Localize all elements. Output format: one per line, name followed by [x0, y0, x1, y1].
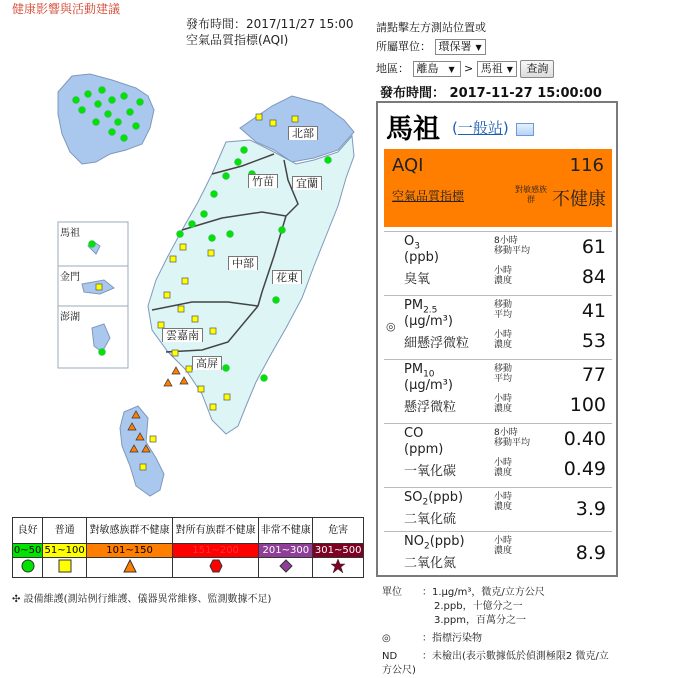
reading-1-label: 8小時 移動平均 [494, 236, 531, 256]
pollutant-desc: 一氧化碳 [404, 464, 457, 479]
reading-2-label: 小時 濃度 [494, 266, 513, 286]
reading-1-label: 移動 平均 [494, 364, 513, 384]
label-kinmen[interactable]: 金門 [60, 272, 80, 282]
reading-2-label: 小時 濃度 [494, 330, 513, 350]
publish-time: 發布時間： 2017-11-27 15:00:00 [380, 86, 602, 101]
reading-1-value: 61 [581, 236, 606, 258]
pollutant-desc: 二氧化硫 [404, 512, 457, 527]
label-hsinchu-miaoli[interactable]: 竹苗 [248, 174, 278, 188]
reading-2-label: 小時 濃度 [494, 458, 513, 478]
label-north[interactable]: 北部 [288, 126, 318, 140]
query-button[interactable]: 查詢 [520, 60, 554, 78]
metro-inset[interactable] [58, 74, 154, 164]
label-yun-chia-nan[interactable]: 雲嘉南 [162, 328, 203, 342]
aqi-status: 不健康 [552, 189, 606, 210]
chevron-down-icon: ▼ [475, 43, 482, 52]
chevron-down-icon: ▼ [506, 65, 513, 74]
taiwan-map[interactable] [52, 66, 368, 512]
circle-icon [13, 558, 43, 578]
nd-text: 未檢出(表示數據低於偵測極限2 微克/立方公尺) [382, 651, 609, 676]
label-hualien-taitung[interactable]: 花東 [272, 270, 302, 284]
health-advice-link[interactable]: 健康影響與活動建議 [12, 2, 121, 16]
pollutant-name: $SO_2(ppb)$ [404, 490, 464, 508]
unit-select[interactable]: 環保署 ▼ [435, 39, 486, 55]
aqi-info-link[interactable]: 空氣品質指標 [392, 189, 465, 203]
station-type: (一般站) [452, 119, 509, 137]
pollutant-name: $O_3$ [404, 234, 420, 252]
aqi-box [384, 149, 612, 227]
reading-1-label: 小時 濃度 [494, 492, 513, 512]
indicator-text: 指標污染物 [432, 633, 482, 644]
legend-range: 101~150 [87, 544, 173, 558]
reading-2-value: 53 [581, 330, 606, 352]
hexagon-icon [173, 558, 259, 578]
area-select[interactable]: 離島 ▼ [413, 61, 461, 77]
chart-icon[interactable] [516, 123, 534, 136]
legend-range: 151~200 [173, 544, 259, 558]
pollutant-row [384, 359, 612, 423]
nd-key: ND [382, 651, 398, 662]
aqi-value: 116 [569, 155, 604, 176]
pollutant-name: CO [404, 426, 424, 441]
legend-header: 普通 [43, 518, 87, 544]
controls-hint: 請點擊左方測站位置或 [376, 21, 486, 34]
legend-range: 51~100 [44, 545, 85, 556]
maintenance-text: 設備維護(測站例行維護、儀器異常維修、監測數據不足) [23, 594, 272, 605]
maintenance-note [12, 590, 271, 605]
label-matsu[interactable]: 馬祖 [60, 228, 80, 238]
reading-1-value: 0.40 [563, 428, 606, 450]
pollutant-row [384, 423, 612, 487]
station-type-link[interactable]: 一般站 [457, 119, 503, 137]
indicator-pollutant-icon: ◎ [386, 320, 396, 333]
legend-range: 0~50 [13, 545, 42, 556]
station-card [376, 101, 618, 577]
reading-1-value: 41 [581, 300, 606, 322]
legend-header: 對敏感族群不健康 [87, 518, 173, 544]
unit-line-2: 2.ppb，十億分之一 [434, 601, 523, 612]
reading-2-value: 0.49 [563, 458, 606, 480]
square-icon [43, 558, 87, 578]
sensitive-group-label: 對敏感族群 [515, 185, 547, 204]
pollutant-name: $NO_2(ppb)$ [404, 534, 465, 552]
map-header [186, 16, 354, 48]
pollutant-name: $PM_{10}$ [404, 362, 435, 380]
pollutant-unit: (ppm) [404, 442, 444, 457]
label-central[interactable]: 中部 [228, 256, 258, 270]
station-name: 馬祖 [386, 114, 440, 145]
unit-key: 單位 [382, 587, 402, 598]
label-yilan[interactable]: 宜蘭 [292, 176, 322, 190]
map-title: 空氣品質指標(AQI) [186, 33, 289, 47]
legend-range: 301~500 [313, 544, 364, 558]
indicator-symbol: ◎ [382, 633, 391, 644]
reading-2-value: 84 [581, 266, 606, 288]
legend-header: 非常不健康 [259, 518, 313, 544]
reading-1-value: 8.9 [575, 542, 606, 564]
pollutant-row [384, 231, 612, 295]
unit-label: 所屬單位： [376, 40, 431, 53]
chevron-right-icon: > [464, 62, 474, 75]
reading-1-value: 77 [581, 364, 606, 386]
pollutant-row [384, 531, 612, 575]
aqi-legend [12, 517, 364, 578]
pollutant-desc: 二氧化氮 [404, 556, 457, 571]
label-penghu[interactable]: 澎湖 [60, 312, 80, 322]
star-icon [313, 558, 364, 578]
unit-line-1: 1.μg/m³，微克/立方公尺 [432, 587, 545, 598]
reading-1-label: 小時 濃度 [494, 536, 513, 556]
unit-line-3: 3.ppm，百萬分之一 [434, 615, 526, 626]
maintenance-icon: ✣ [12, 594, 21, 605]
legend-range: 201~300 [259, 544, 313, 558]
reading-2-value: 100 [569, 394, 606, 416]
label-kaoping[interactable]: 高屏 [192, 356, 222, 370]
station-controls [376, 18, 554, 78]
diamond-icon [259, 558, 313, 578]
pollutant-row [384, 487, 612, 531]
triangle-icon [87, 558, 173, 578]
reading-1-value: 3.9 [575, 498, 606, 520]
pollutant-unit: (ppb) [404, 250, 439, 265]
reading-1-label: 移動 平均 [494, 300, 513, 320]
pollutant-unit: (μg/m³) [404, 314, 453, 329]
aqi-label: AQI [392, 155, 424, 176]
pollutant-row [384, 295, 612, 359]
pollutant-desc: 臭氧 [404, 272, 431, 287]
reading-2-label: 小時 濃度 [494, 394, 513, 414]
chevron-down-icon: ▼ [448, 65, 455, 74]
area-label: 地區： [376, 62, 409, 75]
station-select[interactable]: 馬祖 ▼ [477, 61, 517, 77]
units-note: 單位 ：1.μg/m³，微克/立方公尺 2.ppb，十億分之一 3.ppm，百萬分之一 ◎ ：指標污染物 ND ：未檢出(表示數據低於偵測極限2 微克/立方公尺) [382, 586, 612, 678]
pollutant-desc: 懸浮微粒 [404, 400, 457, 415]
legend-header: 良好 [13, 518, 43, 544]
legend-header: 危害 [313, 518, 364, 544]
pollutant-name: $PM_{2.5}$ [404, 298, 438, 316]
pollutant-unit: (μg/m³) [404, 378, 453, 393]
legend-header: 對所有族群不健康 [173, 518, 259, 544]
map-publish-time: 發布時間：2017/11/27 15:00 [186, 17, 354, 31]
reading-1-label: 8小時 移動平均 [494, 428, 531, 448]
pollutant-desc: 細懸浮微粒 [404, 336, 470, 351]
kaohsiung-inset[interactable] [120, 406, 164, 496]
